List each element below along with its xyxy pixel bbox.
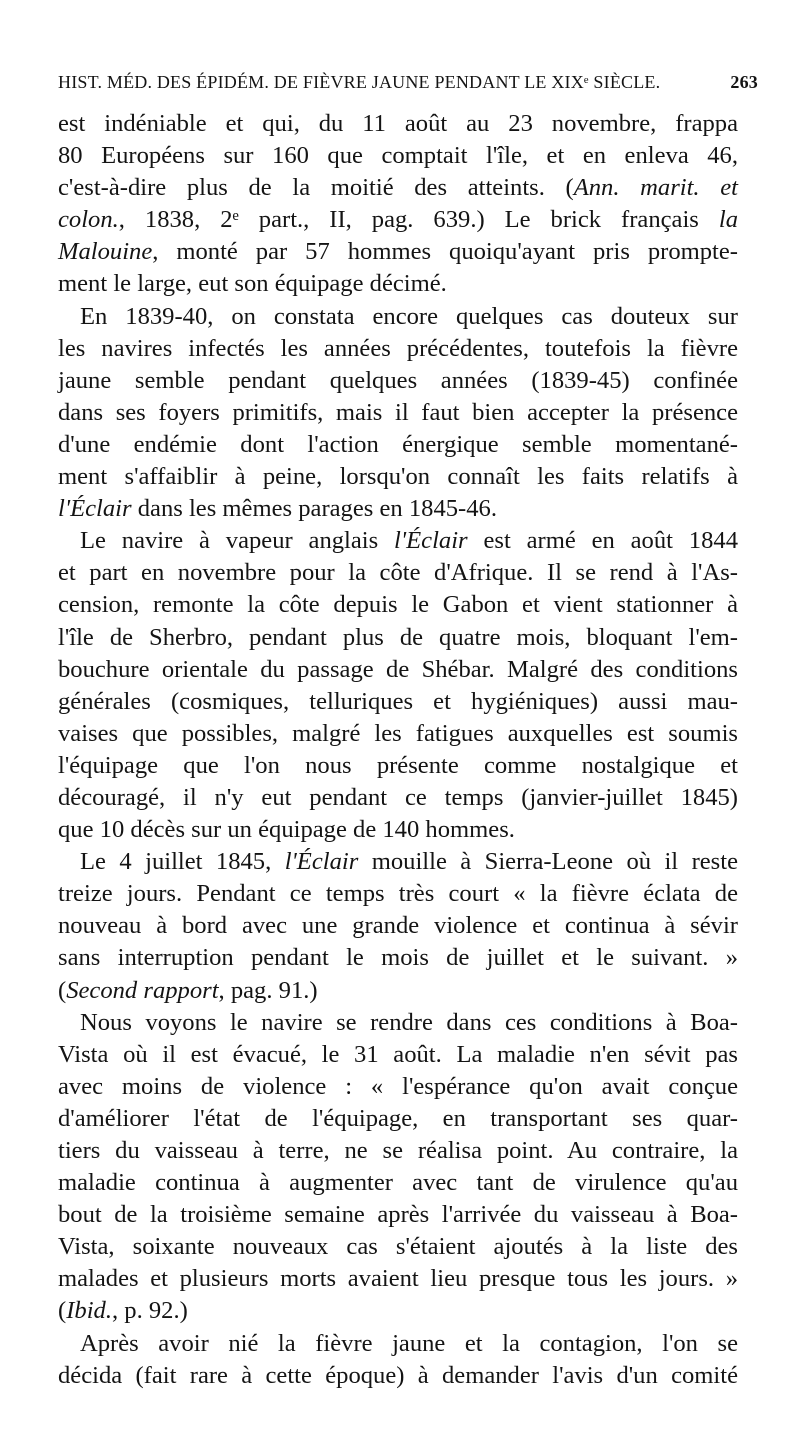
text-segment: tiers du vaisseau à terre, ne se réalisa point. Au contraire, la <box>58 1137 738 1164</box>
text-line <box>58 782 738 814</box>
text-segment: Le navire à vapeur anglais <box>80 527 395 555</box>
text-line <box>58 622 738 654</box>
running-head <box>58 72 758 93</box>
text-segment: , 1838, 2ᵉ part., II, pag. 639.) Le brick français <box>118 206 719 234</box>
text-segment: décida (fait rare à cette époque) à demander l'avis d'un comité <box>58 1361 738 1389</box>
text-line <box>58 910 738 942</box>
italic-text: l'Éclair <box>58 495 132 523</box>
text-segment: jaune semble pendant quelques années (1839-45) confinée <box>58 366 738 394</box>
text-line <box>58 1199 738 1231</box>
text-line <box>58 525 738 557</box>
text-segment: nouveau à bord avec une grande violence et continua à sévir <box>58 912 738 940</box>
text-segment: En 1839-40, on constata encore quelques cas douteux sur <box>80 302 738 330</box>
text-segment: avec moins de violence : « l'espérance qu'on avait conçue <box>58 1072 738 1100</box>
text-segment: l'équipage que l'on nous présente comme nostalgique et <box>58 751 738 779</box>
text-line <box>58 1360 738 1392</box>
text-line <box>58 236 738 268</box>
text-line <box>58 397 738 429</box>
text-segment: , monté par 57 hommes quoiqu'ayant pris prompte- <box>152 238 738 266</box>
text-segment: est indéniable et qui, du 11 août au 23 novembre, frappa <box>58 110 738 137</box>
italic-text: Second rapport <box>66 976 219 1004</box>
text-line <box>58 654 738 686</box>
running-title: HIST. MÉD. DES ÉPIDÉM. DE FIÈVRE JAUNE PENDANT LE XIXᵉ SIÈCLE. <box>58 72 661 92</box>
text-line <box>58 1263 738 1295</box>
text-segment: bout de la troisième semaine après l'arrivée du vaisseau à Boa- <box>58 1201 738 1229</box>
text-line <box>58 429 738 461</box>
text-line <box>58 686 738 718</box>
text-segment: , pag. 91.) <box>218 976 318 1004</box>
text-line <box>58 846 738 878</box>
text-line <box>58 1135 738 1167</box>
italic-text: l'Éclair <box>394 527 468 555</box>
text-segment: ( <box>58 976 67 1004</box>
text-segment: d'une endémie dont l'action énergique semble momentané- <box>58 430 738 458</box>
text-line <box>58 108 738 140</box>
text-segment: ment le large, eut son équipage décimé. <box>58 270 447 298</box>
text-line <box>58 1167 738 1199</box>
body-text <box>58 108 738 1392</box>
italic-text: l'Éclair <box>284 848 359 876</box>
italic-text: la <box>718 206 738 234</box>
italic-text: colon. <box>58 206 119 234</box>
text-line <box>58 718 738 750</box>
text-segment: Vista où il est évacué, le 31 août. La maladie n'en sévit pas <box>58 1040 738 1068</box>
text-line <box>58 461 738 493</box>
text-line <box>58 1103 738 1135</box>
text-segment: Nous voyons le navire se rendre dans ces conditions à Boa- <box>80 1008 738 1036</box>
italic-text: Ibid. <box>66 1297 112 1325</box>
text-segment: générales (cosmiques, telluriques et hygiéniques) aussi mau- <box>58 687 738 715</box>
text-segment: , p. 92.) <box>111 1297 188 1325</box>
text-segment: bouchure orientale du passage de Shébar. Malgré des conditions <box>58 655 738 683</box>
text-segment: vaises que possibles, malgré les fatigues auxquelles est soumis <box>58 719 738 747</box>
text-line <box>58 301 738 333</box>
text-segment: ment s'affaiblir à peine, lorsqu'on connaît les faits relatifs à <box>58 463 738 491</box>
text-line <box>58 814 738 846</box>
text-line <box>58 172 738 204</box>
text-line <box>58 878 738 910</box>
text-line <box>58 1071 738 1103</box>
text-segment: est armé en août 1844 <box>467 527 738 555</box>
italic-text: Ann. marit. et <box>573 174 738 202</box>
text-line <box>58 589 738 621</box>
text-segment: que 10 décès sur un équipage de 140 hommes. <box>58 816 515 844</box>
text-segment: Le 4 juillet 1845, <box>80 848 285 876</box>
text-segment: 80 Européens sur 160 que comptait l'île, et en enleva 46, <box>58 142 738 170</box>
text-segment: Vista, soixante nouveaux cas s'étaient ajoutés à la liste des <box>58 1233 738 1261</box>
text-segment: l'île de Sherbro, pendant plus de quatre mois, bloquant l'em- <box>58 623 738 651</box>
text-segment: treize jours. Pendant ce temps très court « la fièvre éclata de <box>58 880 738 908</box>
text-line <box>58 333 738 365</box>
text-line <box>58 493 738 525</box>
text-line <box>58 1039 738 1071</box>
text-line <box>58 268 738 300</box>
text-segment: et part en novembre pour la côte d'Afrique. Il se rend à l'As- <box>58 559 738 587</box>
text-segment: les navires infectés les années précédentes, toutefois la fièvre <box>58 334 738 362</box>
text-segment: malades et plusieurs morts avaient lieu presque tous les jours. » <box>58 1265 738 1293</box>
text-line <box>58 1295 738 1327</box>
text-segment: maladie continua à augmenter avec tant de virulence qu'au <box>58 1169 738 1197</box>
text-segment: dans les mêmes parages en 1845-46. <box>131 495 497 523</box>
text-line <box>58 204 738 236</box>
text-line <box>58 1007 738 1039</box>
text-segment: découragé, il n'y eut pendant ce temps (janvier-juillet 1845) <box>58 783 738 811</box>
page-number: 263 <box>730 72 758 92</box>
italic-text: Malouine <box>58 238 153 266</box>
text-segment: c'est-à-dire plus de la moitié des atteints. ( <box>58 174 574 202</box>
text-line <box>58 1328 738 1360</box>
text-segment: Après avoir nié la fièvre jaune et la contagion, l'on se <box>80 1329 738 1357</box>
text-segment: d'améliorer l'état de l'équipage, en transportant ses quar- <box>58 1104 738 1132</box>
text-line <box>58 975 738 1007</box>
text-segment: ( <box>58 1297 67 1325</box>
text-segment: mouille à Sierra-Leone où il reste <box>358 848 738 876</box>
text-segment: sans interruption pendant le mois de juillet et le suivant. » <box>58 944 738 972</box>
text-line <box>58 365 738 397</box>
text-line <box>58 750 738 782</box>
text-line <box>58 942 738 974</box>
text-segment: dans ses foyers primitifs, mais il faut bien accepter la présence <box>58 398 738 426</box>
text-line <box>58 557 738 589</box>
text-line <box>58 140 738 172</box>
text-segment: cension, remonte la côte depuis le Gabon et vient stationner à <box>58 591 738 619</box>
text-line <box>58 1231 738 1263</box>
